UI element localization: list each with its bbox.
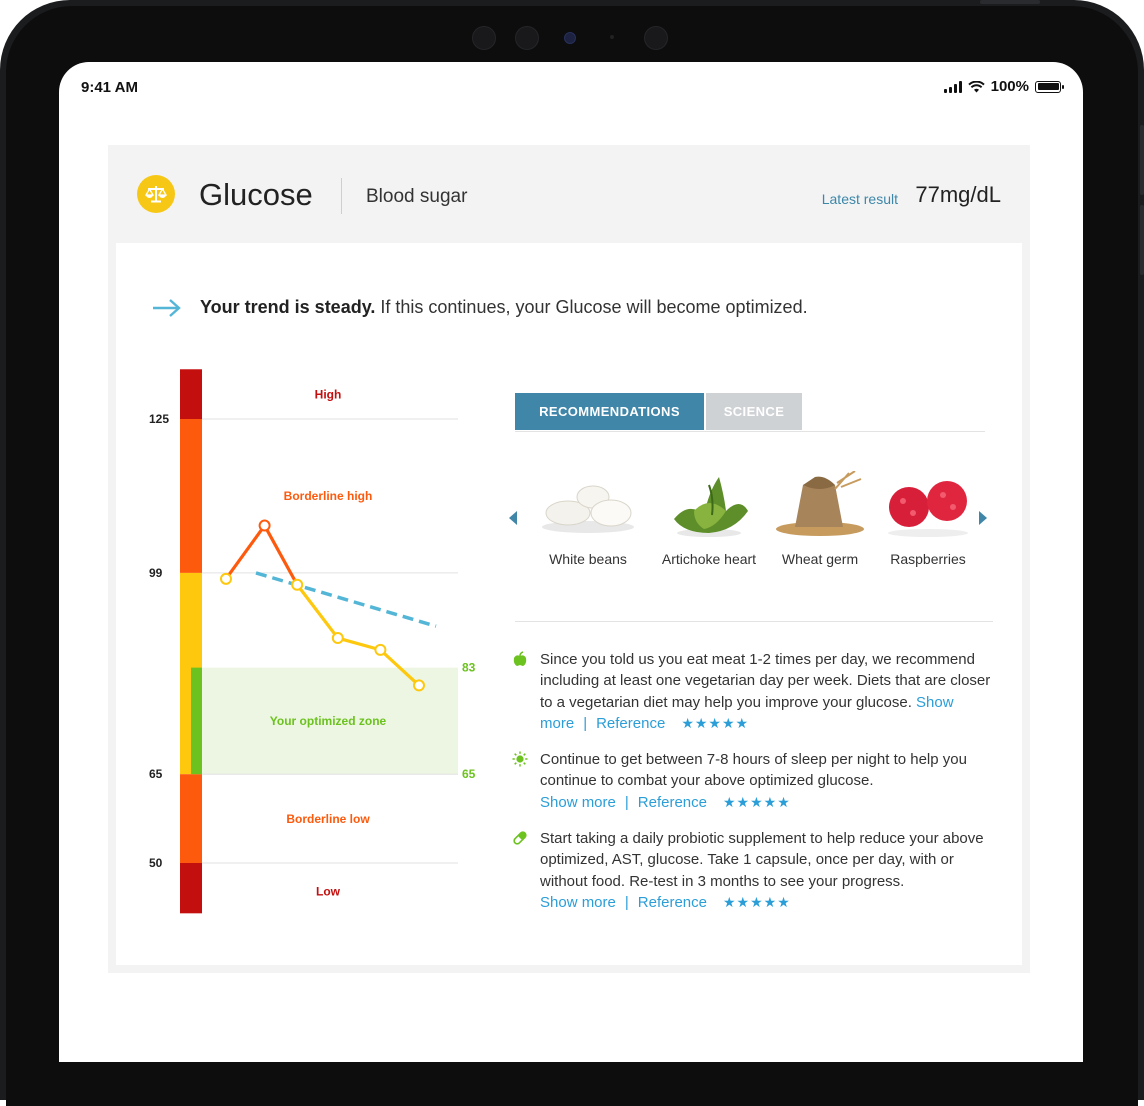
range-segment-high xyxy=(180,369,202,419)
sensor-icon xyxy=(515,26,539,50)
screen xyxy=(59,62,1083,1062)
data-point xyxy=(221,574,231,584)
wheat-germ-image xyxy=(765,471,875,539)
battery-icon xyxy=(1035,81,1061,93)
card-body xyxy=(116,243,1022,965)
tab-bar xyxy=(515,393,985,432)
scale-icon xyxy=(137,175,175,213)
section-divider xyxy=(515,621,993,622)
zone-label-optimized: Your optimized zone xyxy=(269,713,387,728)
reference-link[interactable]: Reference xyxy=(596,714,666,732)
series-segment xyxy=(338,638,381,650)
range-segment-low xyxy=(180,863,202,913)
evidence-rating: ★★★★★ xyxy=(723,893,791,910)
series-segment xyxy=(297,585,338,638)
recommendation-item xyxy=(512,749,1002,813)
zone-label-borderline-low: Borderline low xyxy=(286,812,370,827)
tab-recommendations[interactable]: RECOMMENDATIONS xyxy=(515,393,704,430)
power-button xyxy=(980,0,1040,4)
latest-result-value: 77mg/dL xyxy=(915,182,1001,207)
optimized-lower-label: 65 xyxy=(462,767,476,782)
zone-label-high: High xyxy=(314,387,342,402)
y-tick-label: 125 xyxy=(149,412,170,426)
food-item[interactable] xyxy=(765,471,875,567)
artichoke-image xyxy=(654,471,764,539)
show-more-link[interactable]: Show more xyxy=(540,793,616,811)
food-name: Wheat germ xyxy=(781,551,859,567)
sensor-icon xyxy=(472,26,496,50)
biomarker-card xyxy=(108,145,1030,973)
show-more-link[interactable]: Show more xyxy=(540,693,954,732)
zone-label-borderline-high: Borderline high xyxy=(283,488,373,503)
sensor-icon xyxy=(610,35,614,39)
trend-detail: If this continues, your Glucose will become optimized. xyxy=(375,297,808,317)
zone-label-low: Low xyxy=(316,884,340,899)
data-point xyxy=(292,580,302,590)
sensor-icon xyxy=(644,26,668,50)
recommendation-text: Continue to get between 7-8 hours of sleep per night to help you continue to combat your above optimized glucose. xyxy=(540,751,967,790)
carousel-prev-button[interactable] xyxy=(509,511,517,525)
apple-icon xyxy=(512,651,528,667)
tab-science[interactable]: SCIENCE xyxy=(706,393,802,430)
food-name: Artichoke heart xyxy=(661,551,757,567)
link-separator: | xyxy=(624,893,629,911)
food-item[interactable] xyxy=(873,471,983,567)
link-separator: | xyxy=(624,793,629,811)
food-name: White beans xyxy=(549,551,627,567)
optimized-upper-label: 83 xyxy=(462,660,476,675)
camera-icon xyxy=(564,32,576,44)
evidence-rating: ★★★★★ xyxy=(681,714,750,731)
header-divider xyxy=(341,178,342,214)
range-segment-optimized xyxy=(191,668,202,775)
white-beans-image xyxy=(533,471,643,539)
food-carousel xyxy=(509,471,989,581)
recommendations-list xyxy=(512,649,1002,928)
y-tick-label: 50 xyxy=(149,856,163,870)
link-separator: | xyxy=(583,714,588,732)
cellular-signal-icon xyxy=(944,81,962,93)
evidence-rating: ★★★★★ xyxy=(723,793,791,810)
sun-icon xyxy=(512,751,528,767)
series-segment xyxy=(226,526,265,579)
battery-percent: 100% xyxy=(990,78,1029,95)
recommendation-item xyxy=(512,649,1002,734)
page-subtitle: Blood sugar xyxy=(366,186,468,207)
reference-link[interactable]: Reference xyxy=(637,793,707,811)
y-tick-label: 65 xyxy=(149,767,163,782)
status-bar xyxy=(59,62,1083,114)
food-name: Raspberries xyxy=(890,551,966,567)
data-point xyxy=(260,521,270,531)
food-item[interactable] xyxy=(654,471,764,567)
wifi-icon xyxy=(968,81,985,93)
data-point xyxy=(333,633,343,643)
raspberries-image xyxy=(873,471,983,539)
recommendation-text: Start taking a daily probiotic supplement to help reduce your above optimized, AST, glucose. Take 1 capsule, once per day, with or without food. Re-test in 3 months to see your progress. xyxy=(540,830,984,890)
card-header xyxy=(108,145,1030,243)
status-time: 9:41 AM xyxy=(81,79,138,96)
latest-result-label: Latest result xyxy=(821,191,898,207)
volume-up-button xyxy=(1140,125,1144,195)
y-tick-label: 99 xyxy=(149,565,163,580)
data-point xyxy=(414,680,424,690)
glucose-range-chart xyxy=(116,243,516,965)
food-item[interactable] xyxy=(533,471,643,567)
pill-icon xyxy=(512,830,528,846)
show-more-link[interactable]: Show more xyxy=(540,893,616,911)
series-segment xyxy=(265,526,298,585)
reference-link[interactable]: Reference xyxy=(637,893,707,911)
carousel-next-button[interactable] xyxy=(979,511,987,525)
range-segment-borderline-high xyxy=(180,419,202,573)
recommendation-item xyxy=(512,828,1002,913)
page-title: Glucose xyxy=(199,177,313,212)
volume-down-button xyxy=(1140,205,1144,275)
trend-line xyxy=(256,573,436,626)
data-point xyxy=(375,645,385,655)
trend-status: Your trend is steady. xyxy=(200,297,376,317)
range-segment-borderline-low xyxy=(180,774,202,863)
recommendation-text: Since you told us you eat meat 1-2 times per day, we recommend including at least one vegetarian day per week. Diets that are closer to a vegetarian diet may help you improve your glucose. xyxy=(540,651,991,711)
